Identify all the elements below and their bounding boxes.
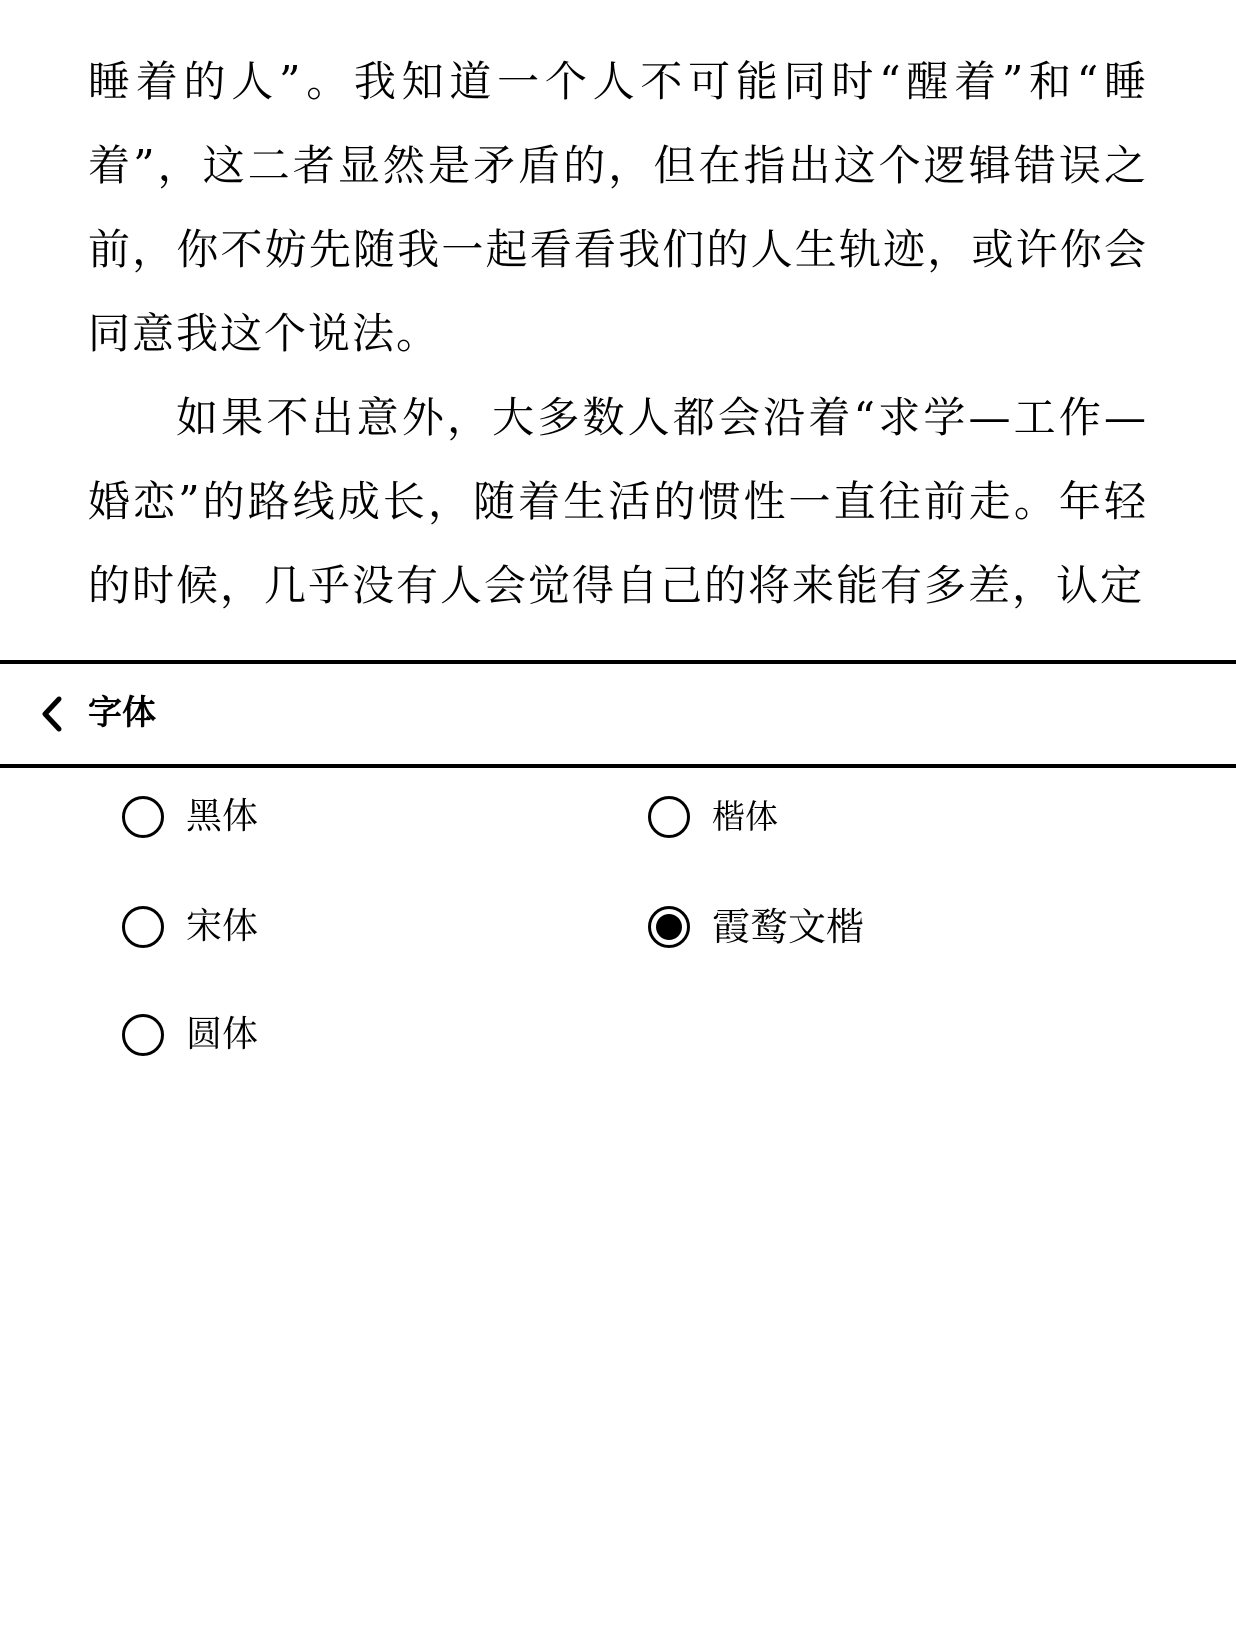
font-option-label: 黑体 xyxy=(186,796,259,837)
back-button[interactable] xyxy=(30,689,74,739)
radio-button[interactable] xyxy=(122,1014,164,1056)
panel-title: 字体 xyxy=(88,693,156,733)
font-option-label: 圆体 xyxy=(186,1014,259,1055)
chevron-left-icon xyxy=(37,694,67,734)
radio-button[interactable] xyxy=(122,906,164,948)
reader-page xyxy=(0,0,1236,662)
book-text xyxy=(88,40,1148,628)
font-option-heiti[interactable] xyxy=(122,782,258,852)
font-option-label: 楷体 xyxy=(712,797,778,836)
radio-button[interactable] xyxy=(648,796,690,838)
book-paragraph: 睡着的人”。我知道一个人不可能同时“醒着”和“睡着”，这二者显然是矛盾的，但在指出这个逻辑错误之前，你不妨先随我一起看看我们的人生轨迹，或许你会同意我这个说法。 xyxy=(88,57,1148,358)
font-settings-panel xyxy=(0,660,1236,1648)
panel-header xyxy=(0,664,1236,768)
font-option-lxgw-wenkai[interactable] xyxy=(648,892,864,962)
book-paragraph: 如果不出意外，大多数人都会沿着“求学—工作—婚恋”的路线成长，随着生活的惯性一直往前走。年轻的时候，几乎没有人会觉得自己的将来能有多差，认定 xyxy=(88,393,1148,610)
radio-button[interactable] xyxy=(122,796,164,838)
font-option-songti[interactable] xyxy=(122,892,258,962)
font-option-yuanti[interactable] xyxy=(122,1000,258,1070)
font-option-kaiti[interactable] xyxy=(648,782,778,852)
font-option-label: 宋体 xyxy=(186,906,259,947)
radio-button-selected[interactable] xyxy=(648,906,690,948)
font-option-label: 霞鹜文楷 xyxy=(712,905,865,949)
radio-selected-dot xyxy=(656,914,682,940)
